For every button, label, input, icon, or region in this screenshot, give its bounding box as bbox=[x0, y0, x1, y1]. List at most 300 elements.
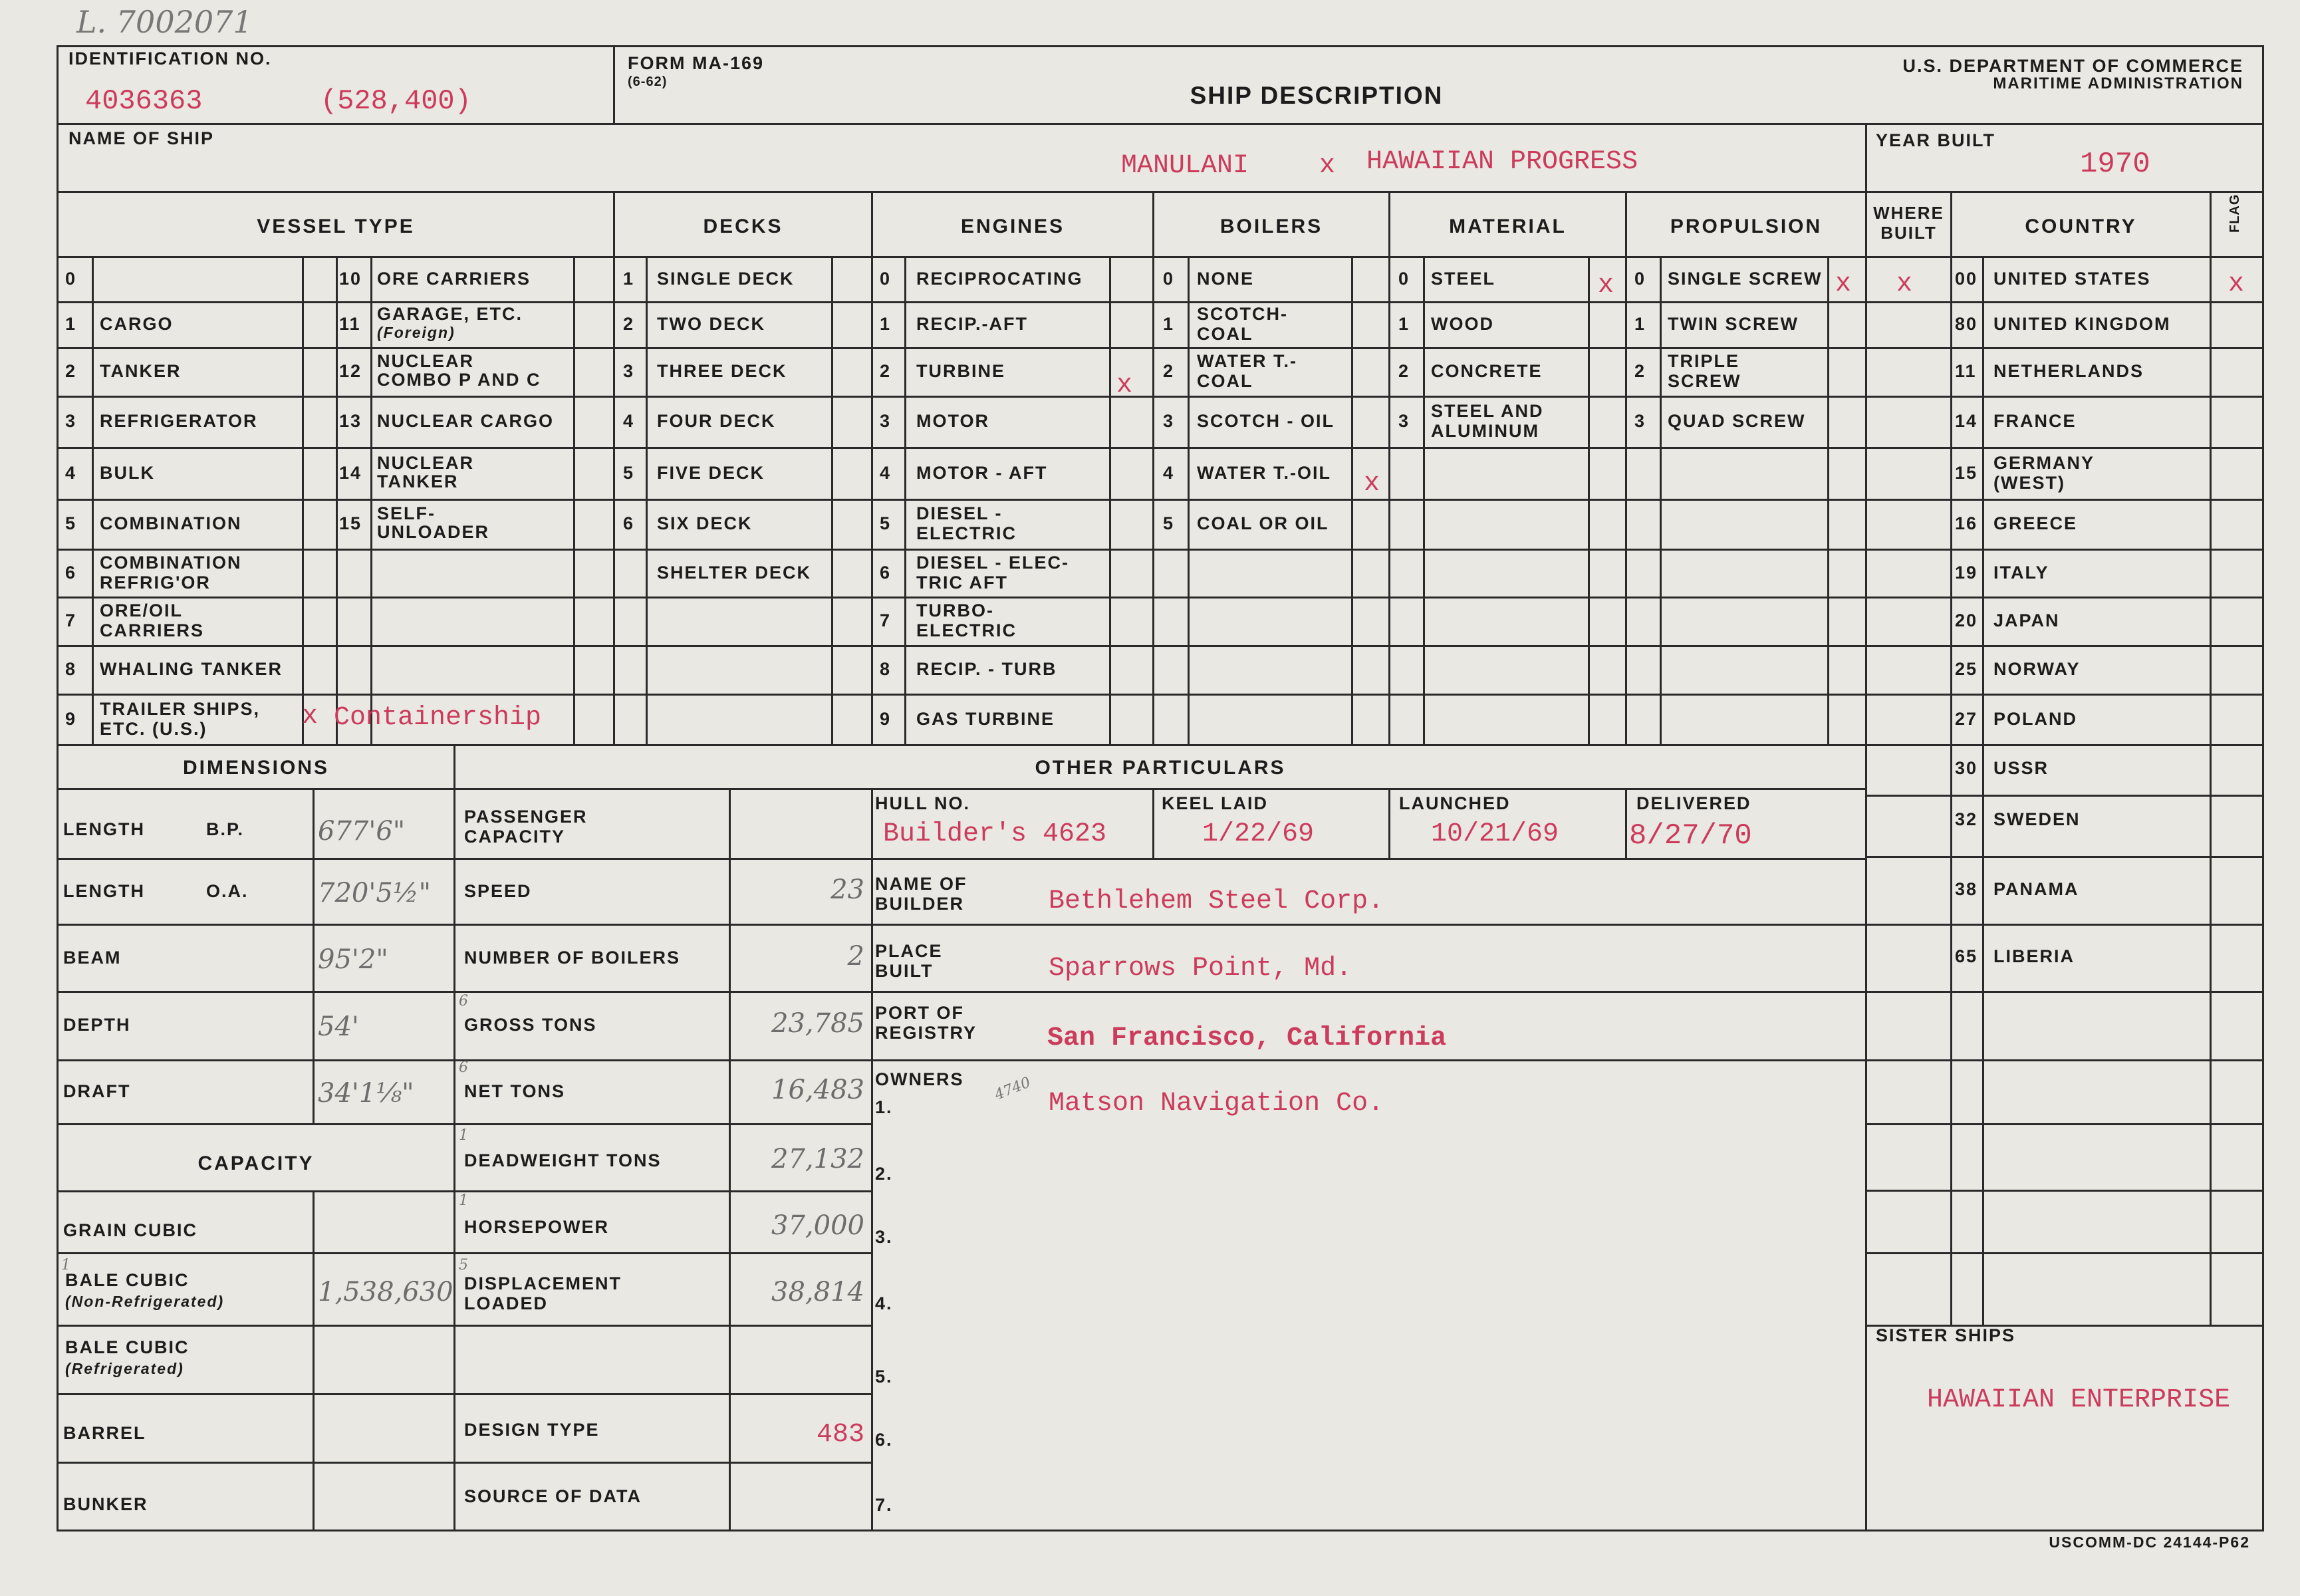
rule bbox=[2262, 45, 2264, 1531]
dimension-value: 677'6" bbox=[318, 816, 406, 847]
year-built-value: 1970 bbox=[2080, 148, 2150, 181]
vessel-type-label: NUCLEAR bbox=[377, 453, 474, 473]
rule bbox=[1152, 788, 1154, 858]
flag-mark: x bbox=[2228, 269, 2245, 299]
rule bbox=[1865, 991, 2264, 993]
vessel-type-label: CARGO bbox=[100, 314, 174, 334]
capacity-label: GRAIN CUBIC bbox=[63, 1220, 197, 1240]
material-label: STEEL bbox=[1431, 269, 1496, 289]
dimension-label: LENGTH bbox=[63, 819, 145, 839]
delivered-label: DELIVERED bbox=[1636, 793, 1751, 813]
vessel-type-code: 15 bbox=[339, 513, 362, 533]
propulsion-heading: PROPULSION bbox=[1670, 215, 1823, 237]
capacity-heading: CAPACITY bbox=[197, 1152, 315, 1174]
boiler-label: SCOTCH - OIL bbox=[1197, 411, 1335, 431]
particular-value: 16,483 bbox=[771, 1075, 864, 1105]
place-built-value: Sparrows Point, Md. bbox=[1049, 954, 1352, 984]
engine-label: DIESEL - bbox=[916, 503, 1003, 523]
engine-label: TURBINE bbox=[916, 361, 1005, 381]
deck-code: 2 bbox=[623, 314, 635, 334]
vessel-type-code: 10 bbox=[339, 269, 362, 289]
engine-label: ELECTRIC bbox=[916, 523, 1017, 543]
deck-label: SIX DECK bbox=[657, 513, 753, 533]
identification-label: IDENTIFICATION NO. bbox=[68, 49, 272, 68]
propulsion-label: SINGLE SCREW bbox=[1668, 269, 1823, 289]
country-label: GREECE bbox=[1993, 513, 2078, 533]
vessel-type-code: 2 bbox=[65, 361, 77, 381]
engine-label: RECIP. - TURB bbox=[916, 659, 1057, 679]
particular-value: 2 bbox=[847, 941, 864, 972]
engine-label: TURBO- bbox=[916, 600, 994, 620]
port-registry-value: San Francisco, California bbox=[1047, 1023, 1447, 1053]
rule bbox=[57, 694, 2264, 696]
dimension-label: LENGTH bbox=[63, 881, 145, 901]
vessel-type-code: 13 bbox=[339, 411, 362, 431]
rule bbox=[1152, 191, 1154, 744]
vessel-type-label: REFRIGERATOR bbox=[100, 411, 258, 431]
material-label: ALUMINUM bbox=[1431, 421, 1539, 441]
vessel-type-code: 14 bbox=[339, 463, 362, 483]
rule bbox=[1865, 1123, 2264, 1125]
rule bbox=[57, 788, 453, 790]
boiler-label: WATER T.-OIL bbox=[1197, 463, 1331, 483]
country-code: 38 bbox=[1955, 879, 1978, 899]
owner-number: 6. bbox=[875, 1430, 893, 1450]
country-label: (WEST) bbox=[1993, 473, 2065, 493]
vessel-type-code: 1 bbox=[65, 314, 77, 334]
particular-value: 37,000 bbox=[771, 1210, 864, 1241]
rule bbox=[57, 1325, 871, 1327]
propulsion-label: TWIN SCREW bbox=[1668, 314, 1799, 334]
agency-subname: MARITIME ADMINISTRATION bbox=[1993, 74, 2243, 92]
rule bbox=[453, 744, 455, 1530]
owner-number: 4. bbox=[875, 1293, 893, 1313]
port-registry-label-2: REGISTRY bbox=[875, 1023, 977, 1043]
page-title: SHIP DESCRIPTION bbox=[1190, 82, 1444, 109]
engine-code: 9 bbox=[880, 709, 892, 729]
country-label: NORWAY bbox=[1993, 659, 2081, 679]
capacity-label: BALE CUBIC bbox=[65, 1337, 190, 1357]
ship-name-old: MANULANI bbox=[1121, 151, 1249, 181]
builder-label: NAME OF bbox=[875, 874, 967, 894]
propulsion-label: SCREW bbox=[1668, 371, 1741, 391]
deck-label: THREE DECK bbox=[657, 361, 787, 381]
propulsion-code: 0 bbox=[1634, 269, 1646, 289]
rule bbox=[729, 788, 731, 1530]
particular-mark: 6 bbox=[459, 1059, 468, 1076]
rule bbox=[613, 191, 615, 744]
vessel-type-label: COMBO P AND C bbox=[377, 370, 541, 390]
capacity-label: BALE CUBIC bbox=[65, 1270, 190, 1290]
rule bbox=[1865, 924, 2264, 926]
where-built-heading: WHERE bbox=[1873, 203, 1944, 223]
country-code: 32 bbox=[1955, 809, 1978, 829]
country-label: NETHERLANDS bbox=[1993, 361, 2144, 381]
rule bbox=[57, 191, 2264, 193]
engine-label: RECIP.-AFT bbox=[916, 314, 1029, 334]
vessel-type-label: SELF- bbox=[377, 503, 436, 523]
rule bbox=[57, 396, 2264, 398]
rule bbox=[1865, 744, 2264, 746]
ship-name-new: HAWAIIAN PROGRESS bbox=[1366, 147, 1638, 177]
form-date: (6-62) bbox=[628, 74, 668, 89]
country-label: PANAMA bbox=[1993, 879, 2079, 899]
country-label: SWEDEN bbox=[1993, 809, 2081, 829]
hull-no-label: HULL NO. bbox=[875, 793, 970, 813]
dimension-label: DEPTH bbox=[63, 1015, 131, 1035]
rule bbox=[57, 1530, 2264, 1531]
vessel-type-code: 6 bbox=[65, 563, 77, 583]
rule bbox=[871, 191, 873, 744]
boiler-code: 5 bbox=[1163, 513, 1175, 533]
country-code: 11 bbox=[1955, 361, 1977, 381]
capacity-label: (Refrigerated) bbox=[65, 1360, 184, 1377]
owner-number: 5. bbox=[875, 1367, 893, 1387]
deck-code: 1 bbox=[623, 269, 635, 289]
rule bbox=[57, 1462, 871, 1464]
vessel-type-label: COMBINATION bbox=[100, 553, 242, 573]
engine-code: 0 bbox=[880, 269, 892, 289]
dimension-sub: B.P. bbox=[206, 819, 245, 839]
country-heading: COUNTRY bbox=[2025, 215, 2137, 237]
dimension-value: 95'2" bbox=[318, 944, 388, 975]
owner-number: 2. bbox=[875, 1164, 893, 1184]
vessel-type-code: 0 bbox=[65, 269, 77, 289]
engine-label: TRIC AFT bbox=[916, 573, 1008, 593]
country-code: 27 bbox=[1955, 709, 1978, 729]
form-number: FORM MA-169 bbox=[628, 53, 765, 73]
deck-code: 4 bbox=[623, 411, 635, 431]
owners-label: OWNERS bbox=[875, 1069, 964, 1089]
country-code: 25 bbox=[1955, 659, 1978, 679]
sister-ship-name: HAWAIIAN ENTERPRISE bbox=[1927, 1385, 2231, 1415]
vessel-type-label: COMBINATION bbox=[100, 513, 242, 533]
country-code: 14 bbox=[1955, 411, 1978, 431]
country-label: JAPAN bbox=[1993, 610, 2060, 630]
archive-number: L. 7002071 bbox=[76, 4, 253, 40]
builder-name: Bethlehem Steel Corp. bbox=[1049, 886, 1384, 916]
propulsion-label: TRIPLE bbox=[1668, 351, 1740, 371]
rule bbox=[57, 1393, 871, 1395]
vessel-type-code: 12 bbox=[339, 361, 362, 381]
vessel-type-heading: VESSEL TYPE bbox=[257, 215, 415, 237]
deck-label: FIVE DECK bbox=[657, 463, 765, 483]
material-code: 3 bbox=[1398, 411, 1410, 431]
boiler-code: 2 bbox=[1163, 361, 1175, 381]
vessel-type-label: TANKER bbox=[377, 471, 459, 491]
rule bbox=[613, 45, 615, 123]
country-code: 65 bbox=[1955, 946, 1978, 966]
particular-label: SPEED bbox=[464, 881, 532, 901]
rule bbox=[1982, 256, 1984, 1325]
particular-value: 27,132 bbox=[771, 1144, 864, 1174]
rule bbox=[57, 256, 2264, 258]
vessel-type-code: 4 bbox=[65, 463, 77, 483]
particular-mark: 5 bbox=[459, 1257, 468, 1273]
builder-label-2: BUILDER bbox=[875, 894, 964, 914]
rule bbox=[871, 924, 1865, 926]
deck-label: SHELTER DECK bbox=[657, 563, 812, 583]
agency-name: U.S. DEPARTMENT OF COMMERCE bbox=[1902, 56, 2243, 76]
engine-code: 4 bbox=[880, 463, 892, 483]
owner-1-name: Matson Navigation Co. bbox=[1049, 1089, 1384, 1119]
vessel-type-code: 7 bbox=[65, 610, 77, 630]
country-code: 00 bbox=[1955, 269, 1978, 289]
engine-code: 6 bbox=[880, 563, 892, 583]
other-particulars-heading: OTHER PARTICULARS bbox=[1035, 757, 1286, 779]
material-label: CONCRETE bbox=[1431, 361, 1543, 381]
place-built-label: PLACE bbox=[875, 941, 943, 961]
where-built-mark: x bbox=[1896, 269, 1913, 299]
where-built-heading-2: BUILT bbox=[1880, 223, 1937, 243]
keel-laid-label: KEEL LAID bbox=[1162, 793, 1269, 813]
vessel-type-code: 8 bbox=[65, 659, 77, 679]
country-code: 19 bbox=[1955, 563, 1978, 583]
boiler-label: COAL bbox=[1197, 371, 1253, 391]
rule bbox=[871, 858, 1865, 860]
country-label: GERMANY bbox=[1993, 453, 2095, 473]
capacity-label: (Non-Refrigerated) bbox=[65, 1293, 225, 1310]
rule bbox=[871, 991, 1865, 993]
engine-label: MOTOR - AFT bbox=[916, 463, 1048, 483]
vessel-type-label: TANKER bbox=[100, 361, 182, 381]
propulsion-mark: x bbox=[1835, 269, 1852, 299]
engine-code: 2 bbox=[880, 361, 892, 381]
particular-label: PASSENGER bbox=[464, 807, 588, 827]
rule bbox=[453, 788, 1865, 790]
country-label: USSR bbox=[1993, 758, 2049, 778]
engine-code: 7 bbox=[880, 610, 892, 630]
vessel-type-label: BULK bbox=[100, 463, 155, 483]
country-code: 30 bbox=[1955, 758, 1978, 778]
boiler-code: 3 bbox=[1163, 411, 1175, 431]
particular-value: 38,814 bbox=[771, 1277, 864, 1307]
owner-number: 1. bbox=[875, 1097, 893, 1117]
vessel-type-code: 11 bbox=[339, 314, 361, 334]
rule bbox=[1950, 191, 1952, 1325]
launched-value: 10/21/69 bbox=[1431, 819, 1559, 849]
rule bbox=[57, 499, 2264, 501]
particular-label: DESIGN TYPE bbox=[464, 1420, 600, 1440]
boiler-mark: x bbox=[1364, 469, 1380, 499]
particular-value: 23 bbox=[831, 874, 864, 905]
engine-code: 5 bbox=[880, 513, 892, 533]
sister-ships-label: SISTER SHIPS bbox=[1876, 1325, 2016, 1345]
tonnage-number: (528,400) bbox=[320, 85, 471, 117]
rule bbox=[57, 744, 1865, 746]
decks-heading: DECKS bbox=[703, 215, 783, 237]
rule bbox=[871, 1059, 1865, 1061]
particular-value: 483 bbox=[816, 1420, 864, 1450]
engines-heading: ENGINES bbox=[960, 215, 1065, 237]
ship-name-separator: x bbox=[1319, 151, 1336, 181]
particular-label: CAPACITY bbox=[464, 827, 566, 847]
launched-label: LAUNCHED bbox=[1399, 793, 1511, 813]
vessel-type-entry: Containership bbox=[334, 703, 542, 733]
footer-code: USCOMM-DC 24144-P62 bbox=[2049, 1533, 2250, 1551]
boiler-label: NONE bbox=[1197, 269, 1255, 289]
rule bbox=[1865, 795, 2264, 797]
propulsion-code: 3 bbox=[1634, 411, 1646, 431]
rule bbox=[1625, 191, 1627, 744]
vessel-type-label: UNLOADER bbox=[377, 522, 489, 542]
material-mark: x bbox=[1598, 271, 1614, 301]
rule bbox=[57, 123, 2264, 125]
vessel-type-label: CARRIERS bbox=[100, 620, 205, 640]
vessel-type-label: ORE CARRIERS bbox=[377, 269, 531, 289]
particular-mark: 6 bbox=[459, 993, 468, 1009]
rule bbox=[57, 447, 2264, 449]
deck-label: FOUR DECK bbox=[657, 411, 776, 431]
vessel-type-code: 3 bbox=[65, 411, 77, 431]
deck-label: TWO DECK bbox=[657, 314, 765, 334]
boiler-label: COAL OR OIL bbox=[1197, 513, 1329, 533]
rule bbox=[313, 1190, 315, 1530]
keel-laid-value: 1/22/69 bbox=[1202, 819, 1315, 849]
dimension-value: 54' bbox=[318, 1011, 359, 1042]
country-label: UNITED STATES bbox=[1993, 269, 2151, 289]
dimensions-heading: DIMENSIONS bbox=[182, 757, 330, 779]
rule bbox=[57, 924, 871, 926]
country-code: 15 bbox=[1955, 463, 1978, 483]
vessel-type-label: NUCLEAR bbox=[377, 351, 474, 371]
ship-name-label: NAME OF SHIP bbox=[68, 128, 215, 148]
vessel-type-label: (Foreign) bbox=[377, 324, 455, 341]
material-label: WOOD bbox=[1431, 314, 1494, 334]
rule bbox=[57, 858, 871, 860]
flag-heading: FLAG bbox=[2228, 194, 2242, 233]
engine-code: 1 bbox=[880, 314, 892, 334]
particular-label: NUMBER OF BOILERS bbox=[464, 948, 681, 968]
material-code: 2 bbox=[1398, 361, 1410, 381]
country-label: LIBERIA bbox=[1993, 946, 2075, 966]
capacity-value: 1,538,630 bbox=[318, 1277, 453, 1307]
country-label: FRANCE bbox=[1993, 411, 2077, 431]
country-label: POLAND bbox=[1993, 709, 2077, 729]
dimension-sub: O.A. bbox=[206, 881, 249, 901]
propulsion-code: 1 bbox=[1634, 314, 1646, 334]
rule bbox=[57, 597, 2264, 598]
engine-label: DIESEL - ELEC- bbox=[916, 553, 1070, 573]
particular-mark: 1 bbox=[61, 1257, 70, 1273]
country-code: 16 bbox=[1955, 513, 1978, 533]
rule bbox=[57, 549, 2264, 551]
rule bbox=[1388, 788, 1390, 858]
material-code: 1 bbox=[1398, 314, 1410, 334]
boiler-label: SCOTCH- bbox=[1197, 304, 1288, 324]
dimension-value: 720'5½" bbox=[318, 878, 431, 908]
boiler-label: COAL bbox=[1197, 324, 1253, 344]
vessel-type-label: ETC. (U.S.) bbox=[100, 719, 207, 739]
particular-label: LOADED bbox=[464, 1293, 548, 1313]
owner-number: 7. bbox=[875, 1495, 893, 1515]
rule bbox=[1865, 1059, 2264, 1061]
rule bbox=[313, 788, 315, 1123]
deck-label: SINGLE DECK bbox=[657, 269, 795, 289]
hull-no-value: Builder's 4623 bbox=[883, 819, 1107, 849]
particular-label: SOURCE OF DATA bbox=[464, 1486, 642, 1506]
rule bbox=[57, 301, 2264, 303]
vessel-type-code: 9 bbox=[65, 709, 77, 729]
engine-label: RECIPROCATING bbox=[916, 269, 1083, 289]
dimension-value: 34'1⅛" bbox=[318, 1078, 414, 1109]
rule bbox=[1865, 123, 1867, 191]
vessel-type-label: REFRIG'OR bbox=[100, 573, 211, 593]
boiler-code: 4 bbox=[1163, 463, 1175, 483]
dimension-label: BEAM bbox=[63, 948, 122, 968]
owner-note: 4740 bbox=[992, 1074, 1033, 1104]
rule bbox=[57, 645, 2264, 647]
engine-label: GAS TURBINE bbox=[916, 709, 1055, 729]
material-heading: MATERIAL bbox=[1449, 215, 1567, 237]
particular-label: GROSS TONS bbox=[464, 1015, 597, 1035]
capacity-label: BARREL bbox=[63, 1423, 146, 1443]
vessel-type-label: TRAILER SHIPS, bbox=[100, 699, 261, 719]
rule bbox=[1388, 191, 1390, 744]
engine-code: 8 bbox=[880, 659, 892, 679]
identification-number: 4036363 bbox=[85, 85, 203, 117]
boiler-label: WATER T.- bbox=[1197, 351, 1297, 371]
vessel-type-label: ORE/OIL bbox=[100, 600, 184, 620]
particular-label: NET TONS bbox=[464, 1081, 566, 1101]
rule bbox=[57, 45, 2264, 47]
owner-number: 3. bbox=[875, 1227, 893, 1247]
dimension-label: DRAFT bbox=[63, 1081, 131, 1101]
boiler-code: 0 bbox=[1163, 269, 1175, 289]
particular-mark: 1 bbox=[459, 1192, 468, 1209]
vessel-type-label: GARAGE, ETC. bbox=[377, 304, 523, 324]
port-registry-label: PORT OF bbox=[875, 1003, 964, 1023]
vessel-type-mark: x bbox=[302, 702, 319, 732]
deck-code: 5 bbox=[623, 463, 635, 483]
particular-label: HORSEPOWER bbox=[464, 1217, 610, 1237]
rule bbox=[1625, 788, 1627, 858]
rule bbox=[1865, 856, 2264, 858]
propulsion-label: QUAD SCREW bbox=[1668, 411, 1806, 431]
particular-label: DEADWEIGHT TONS bbox=[464, 1150, 662, 1170]
rule bbox=[57, 1123, 871, 1125]
country-code: 20 bbox=[1955, 610, 1978, 630]
engine-label: ELECTRIC bbox=[916, 620, 1017, 640]
particular-label: DISPLACEMENT bbox=[464, 1273, 622, 1293]
country-code: 80 bbox=[1955, 314, 1978, 334]
rule bbox=[1865, 1252, 2264, 1254]
rule bbox=[1865, 123, 1867, 1530]
capacity-label: BUNKER bbox=[63, 1494, 148, 1514]
particular-mark: 1 bbox=[459, 1127, 468, 1144]
delivered-value: 8/27/70 bbox=[1629, 819, 1752, 853]
country-label: UNITED KINGDOM bbox=[1993, 314, 2171, 334]
vessel-type-label: WHALING TANKER bbox=[100, 659, 283, 679]
rule bbox=[57, 1252, 871, 1254]
engine-mark: x bbox=[1116, 370, 1133, 400]
rule bbox=[2210, 191, 2212, 1325]
engine-label: MOTOR bbox=[916, 411, 989, 431]
vessel-type-label: NUCLEAR CARGO bbox=[377, 411, 554, 431]
year-built-label: YEAR BUILT bbox=[1876, 130, 1995, 150]
vessel-type-code: 5 bbox=[65, 513, 77, 533]
material-label: STEEL AND bbox=[1431, 401, 1544, 421]
boiler-code: 1 bbox=[1163, 314, 1175, 334]
deck-code: 3 bbox=[623, 361, 635, 381]
country-label: ITALY bbox=[1993, 563, 2049, 583]
boilers-heading: BOILERS bbox=[1219, 215, 1323, 237]
rule bbox=[57, 347, 2264, 349]
rule bbox=[871, 788, 873, 1530]
propulsion-code: 2 bbox=[1634, 361, 1646, 381]
place-built-label-2: BUILT bbox=[875, 961, 934, 981]
rule bbox=[1865, 1190, 2264, 1192]
